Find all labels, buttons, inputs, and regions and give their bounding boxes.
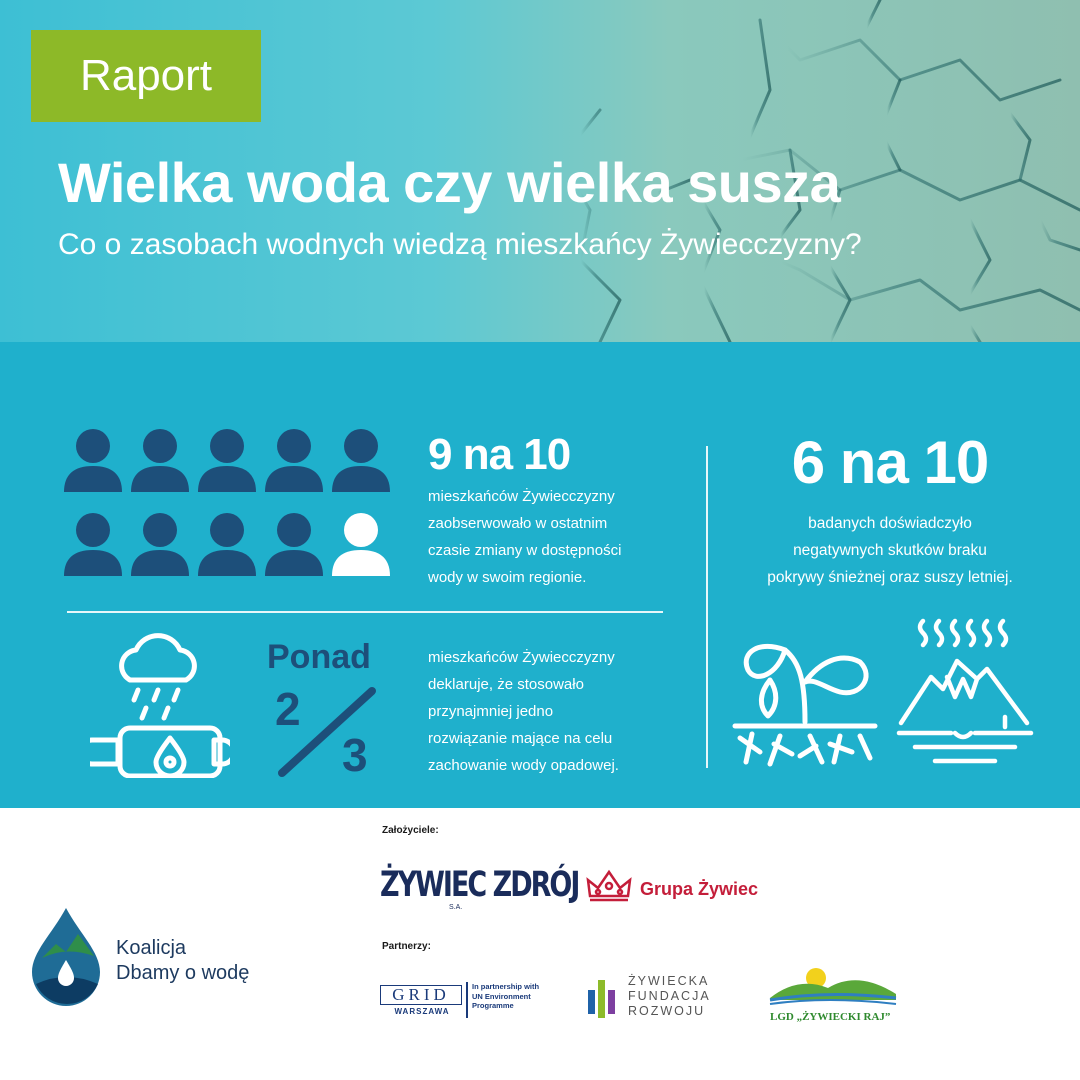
lgd-logo: LGD „ŻYWIECKI RAJ” xyxy=(770,1011,891,1023)
person-icon-filled xyxy=(131,429,189,492)
stats-panel xyxy=(0,342,1080,808)
stat-over-label: Ponad xyxy=(267,638,371,676)
stat-fraction-numerator: 2 xyxy=(275,683,300,735)
partners-label: Partnerzy: xyxy=(382,941,431,952)
rain-barrel-icon xyxy=(90,628,230,778)
stat-9-of-10-description: mieszkańców Żywiecczyzny zaobserwowało w ostatnim czasie zmiany w dostępności wody w swoim regionie. xyxy=(428,488,622,586)
horizontal-divider xyxy=(67,611,663,613)
person-icon-filled xyxy=(198,513,256,576)
people-icons xyxy=(60,428,400,588)
grid-city: WARSZAWA xyxy=(394,1007,450,1016)
footer xyxy=(0,808,1080,1080)
coalition-name: Koalicja Dbamy o wodę xyxy=(116,937,250,984)
zywiec-zdroj-logo: ŻYWIEC ZDRÓJ xyxy=(380,865,579,906)
grid-divider xyxy=(466,982,468,1018)
mountain-heat-icon xyxy=(895,617,1035,777)
zfr-logo: ŻYWIECKA FUNDACJA ROZWOJU xyxy=(628,974,711,1018)
wilted-plant-icon xyxy=(730,622,880,772)
person-icon-filled xyxy=(332,429,390,492)
person-icon-filled xyxy=(131,513,189,576)
page-title: Wielka woda czy wielka susza xyxy=(58,151,841,214)
stat-9-of-10: 9 na 10 xyxy=(428,430,571,479)
zywiec-zdroj-sa: S.A. xyxy=(449,904,463,911)
vertical-divider xyxy=(706,446,708,768)
stat-6-of-10-description: badanych doświadczyło negatywnych skutków braku pokrywy śnieżnej oraz suszy letniej. xyxy=(767,515,1013,586)
page-subtitle: Co o zasobach wodnych wiedzą mieszkańcy Żywiecczyzny? xyxy=(58,228,862,261)
person-icon-filled xyxy=(64,513,122,576)
zfr-bars-icon xyxy=(586,976,626,1020)
person-icon-filled xyxy=(198,429,256,492)
grid-logo: GRID xyxy=(380,985,462,1005)
person-icon-filled xyxy=(265,429,323,492)
grid-partnership-note: In partnership with UN Environment Programme xyxy=(472,982,540,1010)
person-icon-empty xyxy=(332,513,390,576)
lgd-landscape-icon xyxy=(768,964,898,1008)
stat-6-of-10: 6 na 10 xyxy=(791,429,989,496)
grupa-zywiec-logo: Grupa Żywiec xyxy=(640,879,759,899)
water-drop-logo-icon xyxy=(28,904,104,1006)
crown-icon xyxy=(584,866,634,906)
header-banner xyxy=(0,0,1080,342)
report-tag: Raport xyxy=(31,30,261,122)
stat-fraction-denominator: 3 xyxy=(342,729,367,781)
founders-label: Założyciele: xyxy=(382,825,439,836)
person-icon-filled xyxy=(64,429,122,492)
person-icon-filled xyxy=(265,513,323,576)
stat-two-thirds-description: mieszkańców Żywiecczyzny deklaruje, że stosowało przynajmniej jedno rozwiązanie mające na celu zachowanie wody opadowej. xyxy=(428,649,619,774)
